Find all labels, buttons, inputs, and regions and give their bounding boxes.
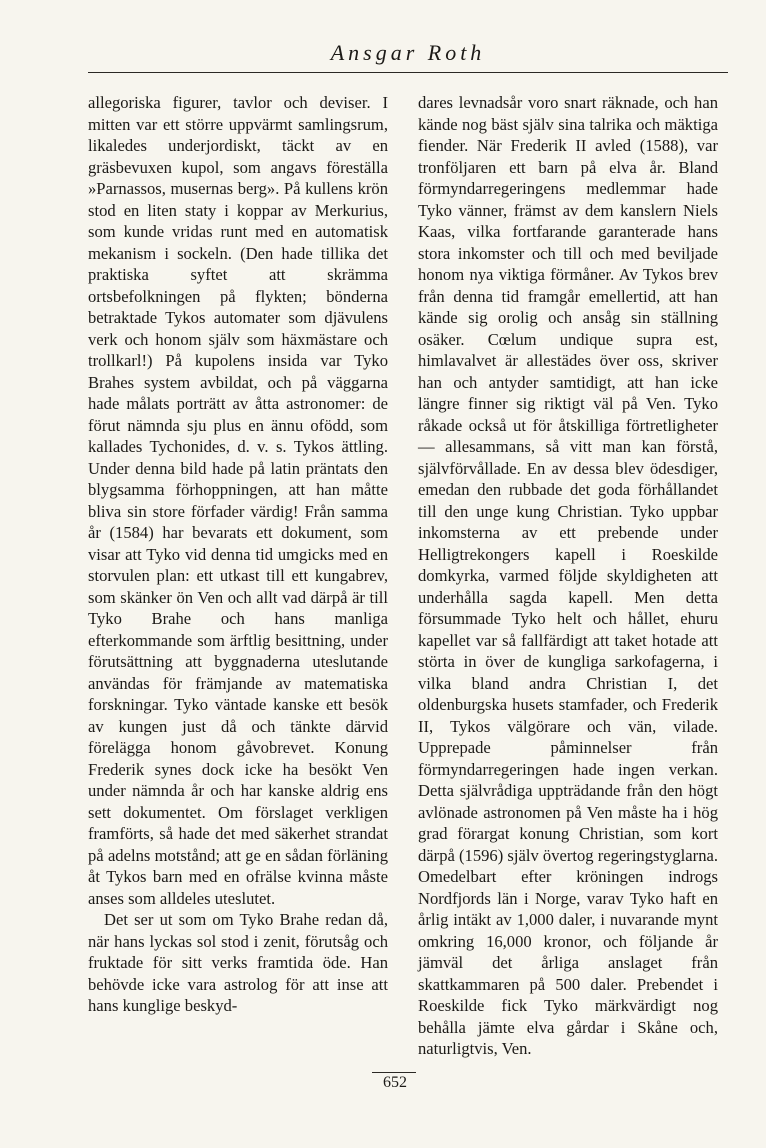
header-title: Ansgar Roth bbox=[330, 40, 486, 65]
paragraph: Det ser ut som om Tyko Brahe redan då, när hans lyckas sol stod i zenit, förutsåg och fruktade för sitt verks framtida öde. Han behövde icke vara astrolog för att inse att hans kunglige beskyd- bbox=[88, 910, 388, 1015]
folio-rule bbox=[372, 1072, 416, 1073]
right-column bbox=[418, 92, 718, 1060]
running-header bbox=[88, 40, 728, 70]
header-rule bbox=[88, 72, 728, 73]
paragraph: dares levnadsår voro snart räknade, och han kände nog bäst själv sina talrika och mäktiga fiender. När Frederik II avled (1588), var tronföljaren ett barn på elva år. Bland förmyndarregeringens medlemmar hade Tyko vänner, främst av dem kanslern Niels Kaas, vilka fortfarande garanterade hans stora inkomster och till och med beviljade honom nya viktiga förmåner. Av Tykos brev från denna tid framgår emellertid, att han kände sig orolig och ansåg sin ställning osäker. Cœlum undique supra est, himlavalvet är allestädes över oss, skriver han och antyder samtidigt, att han icke längre finner sig riktigt väl på Ven. Tyko råkade också ut för åtskilliga förtretligheter — allesammans, så vitt man kan förstå, självförvållade. En av dessa blev ödesdiger, emedan den rubbade det goda förhållandet till den unge kung Christian. Tyko uppbar inkomsterna av ett prebende under Helligtrekongers kapell i Roeskilde domkyrka, varmed följde skyldigheten att underhålla sagda kapell. Men detta försummade Tyko helt och hållet, ehuru kapellet var så fallfärdigt att taket hotade att störta in över de kungliga sarkofagerna, i vilka bland andra Christian I, det oldenburgska husets stamfader, och Frederik II, Tykos välgörare och vän, vilade. Upprepade påminnelser från förmyndarregeringen hade ingen verkan. Detta självrådiga uppträdande från den högt avlönade astronomen på Ven måste ha i hög grad förargat konung Christian, som kort därpå (1596) själv övertog regeringstyglarna. Omedelbart efter kröningen indrogs Nordfjords län i Norge, varav Tyko haft en årlig intäkt av 1,000 daler, i nuvarande mynt omkring 16,000 kronor, och följande år jämväl det årliga anslaget från skattkammaren på 500 daler. Prebendet i Roeskilde fick Tyko märkvärdigt nog behålla jämte elva gårdar i Skåne och, naturligtvis, Ven. bbox=[418, 93, 718, 1058]
left-column bbox=[88, 92, 388, 1017]
paragraph: allegoriska figurer, tavlor och deviser. I mitten var ett större uppvärmt samlingsrum, likaledes underjordiskt, täckt av en gräsbevuxen kupol, som angavs föreställa »Parnassos, musernas berg». På kullens krön stod en liten staty i koppar av Merkurius, som kunde vridas runt med en automatisk mekanism i sockeln. (Den hade tillika det praktiska syftet att skrämma ortsbefolkningen på flykten; bönderna betraktade Tykos automater som djävulens verk och honom själv som häxmästare och trollkarl!) På kupolens insida var Tyko Brahes system avbildat, och på väggarna hade målats porträtt av åtta astronomer: de förut nämnda sju plus en ännu ofödd, som kallades Tychonides, d. v. s. Tykos ättling. Under denna bild hade på latin präntats den blygsamma förhoppningen, att han måtte bliva sin store förfader värdig! Från samma år (1584) har bevarats ett dokument, som visar att Tyko vid denna tid umgicks med en storvulen plan: ett utkast till ett kungabrev, som skänker ön Ven och allt vad därpå är till Tyko Brahe och hans manliga efterkommande som ärftlig besittning, under förutsättning att byggnaderna uteslutande användas för främjande av matematiska forskningar. Tyko väntade kanske ett besök av kungen just då och tänkte därvid förelägga honom gåvobrevet. Konung Frederik synes dock icke ha besökt Ven under nämnda år och har kanske aldrig ens sett dokumentet. Om förslaget verkligen framförts, så hade det med säkerhet strandat på adelns motstånd; att ge en sådan förläning åt Tykos barn med en ofrälse kvinna måste anses som alldeles uteslutet. bbox=[88, 93, 388, 908]
page-number: 652 bbox=[383, 1074, 407, 1091]
